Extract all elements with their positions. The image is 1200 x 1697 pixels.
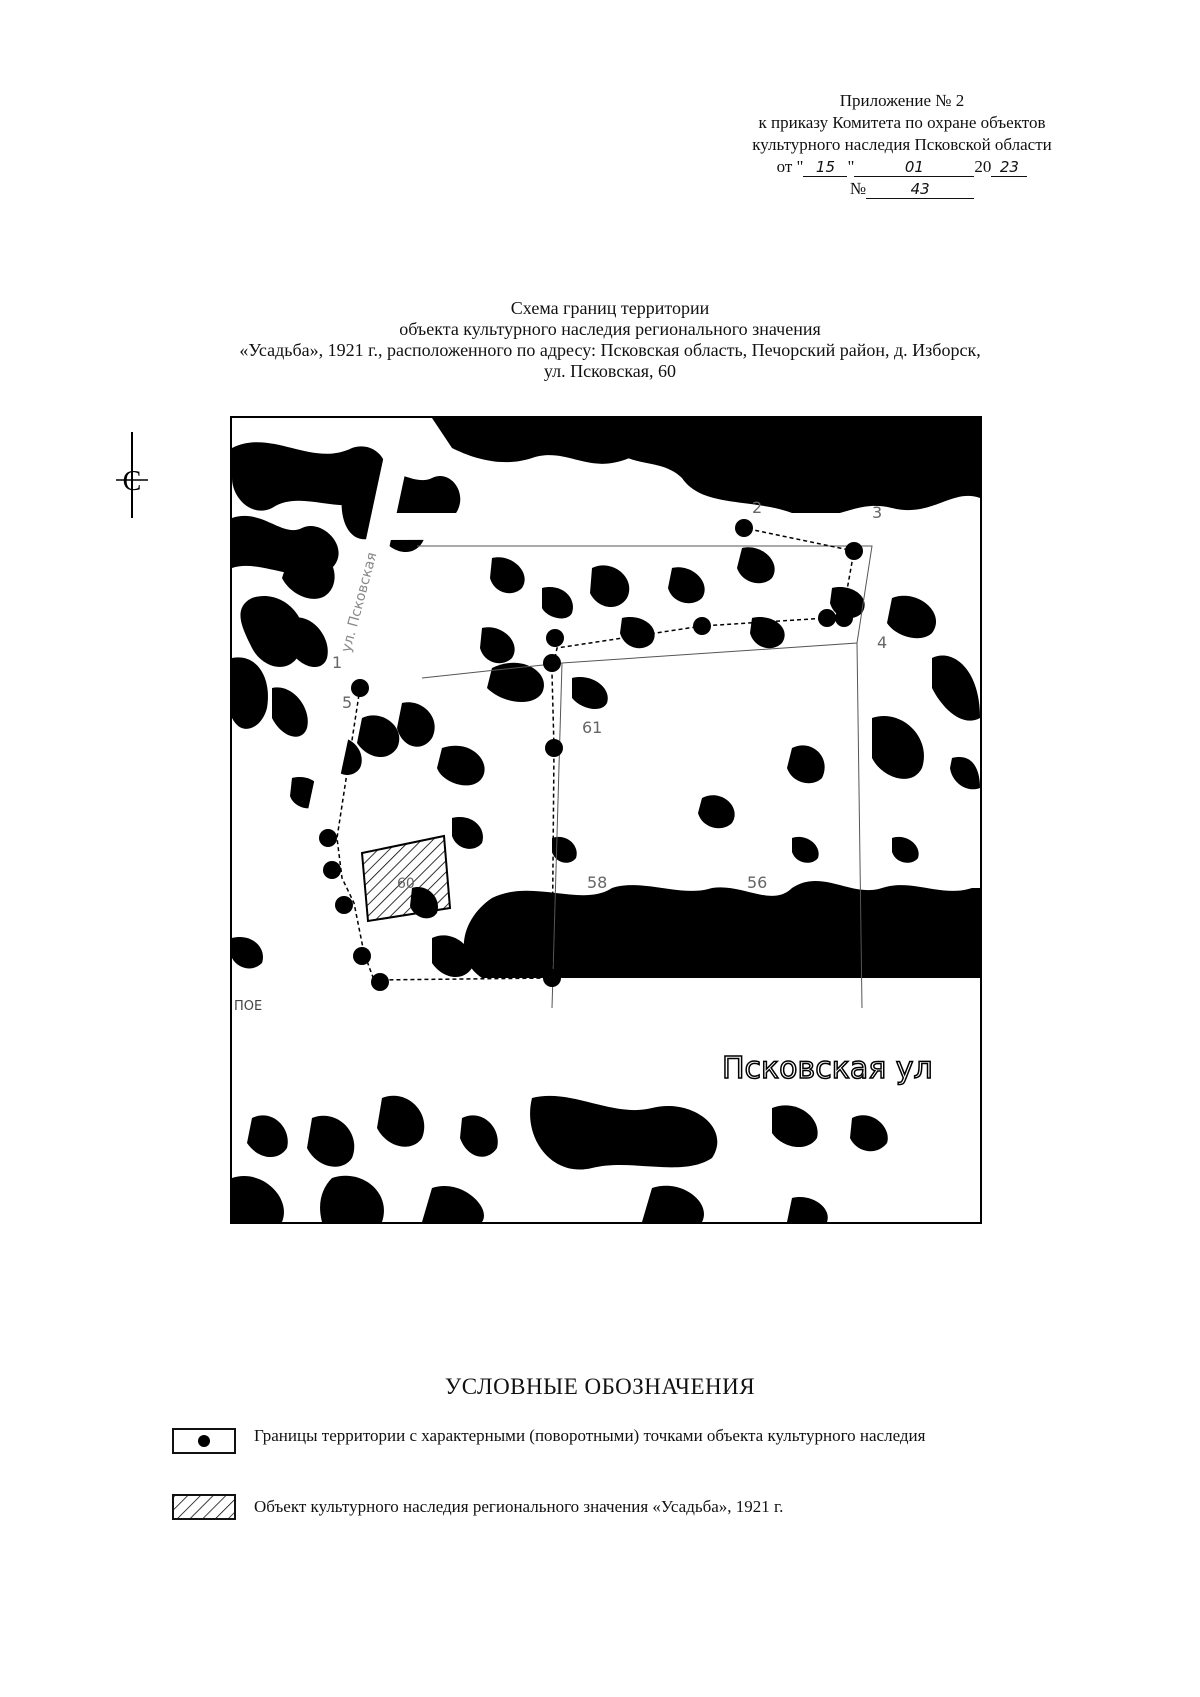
date-year-prefix: 20 [974, 157, 992, 176]
date-month: 01 [854, 158, 974, 177]
turning-point [845, 542, 863, 560]
parcel-label: 1 [332, 653, 343, 672]
date-year-suffix: 23 [991, 158, 1027, 177]
hatch-icon [172, 1494, 236, 1520]
parcel-label: 56 [747, 873, 768, 892]
turning-point [835, 609, 853, 627]
title-line-1: Схема границ территории [510, 298, 710, 318]
street-label-side: ул. Псковская [338, 550, 381, 655]
turning-point [543, 969, 561, 987]
appendix-order-line: к приказу Комитета по охране объектов [758, 113, 1046, 132]
title-line-4: ул. Псковская, 60 [543, 361, 677, 381]
turning-point [545, 739, 563, 757]
map-frame [230, 416, 982, 1224]
title-line-2: объекта культурного наследия регионального значения [399, 319, 821, 339]
date-prefix: от " [776, 157, 804, 176]
dot-icon [172, 1428, 236, 1454]
turning-point [735, 519, 753, 537]
appendix-date-line [692, 156, 1112, 178]
parcel-label: 3 [872, 503, 883, 522]
appendix-title: Приложение № 2 [839, 91, 965, 110]
appendix-committee-line: культурного наследия Псковской области [752, 135, 1052, 154]
number-value: 43 [866, 180, 974, 199]
parcel-label: 5 [342, 693, 353, 712]
map-canvas [232, 418, 980, 1222]
parcel-label: 2 [752, 498, 763, 517]
street-label-left: ПОЕ [234, 999, 263, 1014]
parcel-label: 4 [877, 633, 888, 652]
turning-point [351, 679, 369, 697]
legend-text-object: Объект культурного наследия регионального значения «Усадьба», 1921 г. [254, 1497, 784, 1516]
title-line-3: «Усадьба», 1921 г., расположенного по адресу: Псковская область, Печорский район, д. Изборск, [239, 340, 981, 360]
turning-point [353, 947, 371, 965]
number-prefix: № [849, 179, 867, 198]
turning-point [546, 629, 564, 647]
scheme-title [140, 298, 1080, 382]
date-quote: " [847, 157, 855, 176]
turning-point [371, 973, 389, 991]
parcel-label: 58 [587, 873, 608, 892]
turning-point [818, 609, 836, 627]
turning-point [543, 654, 561, 672]
map-labels [234, 498, 933, 1086]
turning-point [693, 617, 711, 635]
appendix-number-line [692, 178, 1112, 200]
date-day: 15 [803, 158, 847, 177]
turning-point [323, 861, 341, 879]
appendix-header [692, 90, 1112, 200]
legend-title: УСЛОВНЫЕ ОБОЗНАЧЕНИЯ [444, 1374, 756, 1399]
compass-letter: С [122, 466, 142, 497]
turning-point [319, 829, 337, 847]
turning-point [335, 896, 353, 914]
legend-text-boundary: Границы территории с характерными (поворотными) точками объекта культурного наследия [254, 1426, 926, 1445]
north-arrow-icon [112, 432, 152, 518]
parcel-label: 61 [582, 718, 603, 737]
street-label-main: Псковская ул [722, 1051, 933, 1086]
parcel-label: 60 [397, 876, 415, 892]
